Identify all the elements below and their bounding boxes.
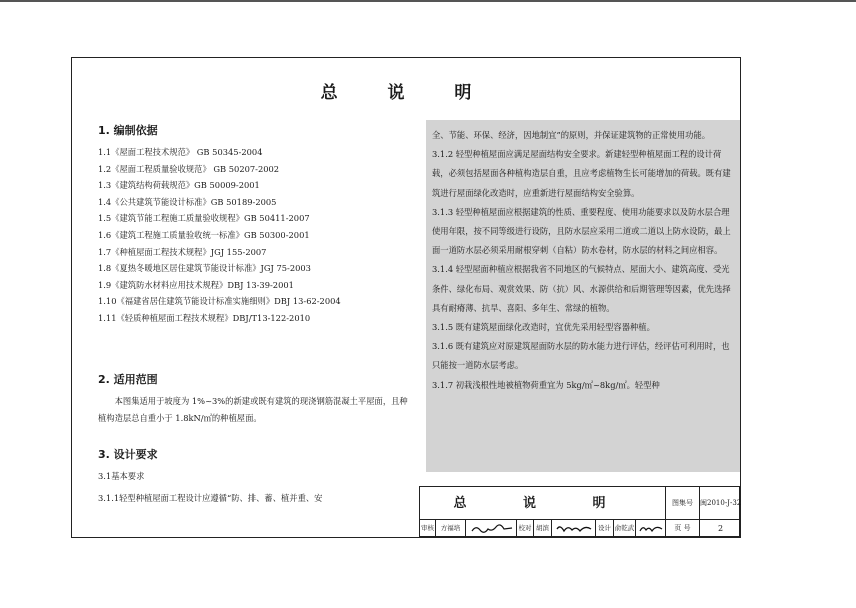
- paragraph: 3.1.7 初栽浅根性地被植物荷重宜为 5kg/㎡~8kg/㎡。轻型种: [432, 379, 660, 390]
- list-item: 1.11《轻质种植屋面工程技术规程》DBJ/T13-122-2010: [98, 312, 311, 323]
- list-item: 1.1《屋面工程技术规范》 GB 50345-2004: [98, 147, 263, 157]
- check-signature-icon: [555, 523, 593, 534]
- paragraph: 3.1.4 轻型屋面种植应根据我省不同地区的气候特点、屋面大小、建筑高度、受光条件、绿化布局、观赏效果、防（抗）风、水源供给和后期管理等因素，优先选择具有耐瘠薄、抗旱、喜阳、多年生、常绿的植物。: [432, 264, 731, 313]
- paragraph: 3.1.6 既有建筑应对原建筑屋面防水层的防水能力进行评估，经评估可利用时，也只能按一道防水层考虑。: [432, 341, 730, 371]
- section-heading: 1. 编制依据: [98, 124, 158, 137]
- review-signature-icon: [470, 523, 514, 534]
- titleblock-title: 总 说 明: [420, 487, 666, 520]
- review-name: 方福培: [436, 520, 466, 537]
- review-label: 审核: [420, 520, 436, 537]
- atlas-number-label: 图集号: [666, 487, 700, 520]
- list-item: 1.9《建筑防水材料应用技术规程》DBJ 13-39-2001: [98, 279, 294, 290]
- list-item: 1.7《种植屋面工程技术规程》JGJ 155-2007: [98, 246, 267, 257]
- atlas-number: 闽2010-J-32: [700, 487, 741, 520]
- list-item: 1.10《福建省居住建筑节能设计标准实施细则》DBJ 13-62-2004: [98, 296, 341, 307]
- list-item: 1.4《公共建筑节能设计标准》GB 50189-2005: [98, 196, 277, 207]
- paragraph: 3.1.2 轻型种植屋面应满足屋面结构安全要求。新建轻型种植屋面工程的设计荷载，必须包括屋面各种植构造层自重，且应考虑植物生长可能增加的荷载。既有建筑进行屋面绿化改造时，应重新进行屋面结构安全验算。: [432, 149, 731, 198]
- paragraph: 3.1.3 轻型种植屋面应根据建筑的性质、重要程度、使用功能要求以及防水层合理使用年限，按不同等级进行设防，且防水层应采用二道或二道以上防水设防，最上面一道防水层必须采用耐根穿刺（自粘）防水卷材，防水层的材料之间应相容。: [432, 206, 731, 256]
- section-heading: 2. 适用范围: [98, 373, 158, 386]
- list-item: 1.6《建筑工程施工质量验收统一标准》GB 50300-2001: [98, 229, 310, 240]
- section-basis: [98, 122, 408, 327]
- check-label: 校对: [517, 520, 534, 537]
- paragraph: 全、节能、环保、经济，因地制宜”的原则，并保证建筑物的正常使用功能。: [432, 130, 711, 140]
- page-number: 2: [717, 524, 724, 533]
- title-block: [419, 486, 740, 537]
- top-border-line: [0, 0, 856, 2]
- list-item: 1.8《夏热冬暖地区居住建筑节能设计标准》JGJ 75-2003: [98, 263, 311, 274]
- scope-text: 本图集适用于坡度为 1%~3%的新建或既有建筑的现浇钢筋混凝土平屋面，且种植构造层总自重小于 1.8kN/㎡的种植屋面。: [98, 396, 408, 423]
- paragraph: 3.1.1轻型种植屋面工程设计应遵循“防、排、蓄、植并重、安: [98, 492, 323, 503]
- section-scope: [98, 371, 408, 426]
- page-title: 总 说 明: [320, 83, 494, 103]
- drawing-frame: [71, 57, 741, 538]
- right-column-text: [426, 120, 740, 472]
- list-item: 1.3《建筑结构荷载规范》GB 50009-2001: [98, 180, 260, 191]
- list-item: 1.5《建筑节能工程施工质量验收规程》GB 50411-2007: [98, 213, 310, 224]
- list-item: 1.2《屋面工程质量验收规范》 GB 50207-2002: [98, 163, 280, 174]
- section-design: [98, 446, 418, 506]
- design-signature-icon: [638, 523, 664, 534]
- subsection-heading: 3.1基本要求: [98, 471, 145, 481]
- page-number-label: 页 号: [666, 520, 700, 537]
- signature-row: [420, 520, 666, 537]
- design-name: 俞乾武: [614, 520, 636, 537]
- check-name: 胡滨: [534, 520, 552, 537]
- section-heading: 3. 设计要求: [98, 448, 158, 461]
- paragraph: 3.1.5 既有建筑屋面绿化改造时，宜优先采用轻型容器种植。: [432, 322, 655, 333]
- design-label: 设计: [596, 520, 614, 537]
